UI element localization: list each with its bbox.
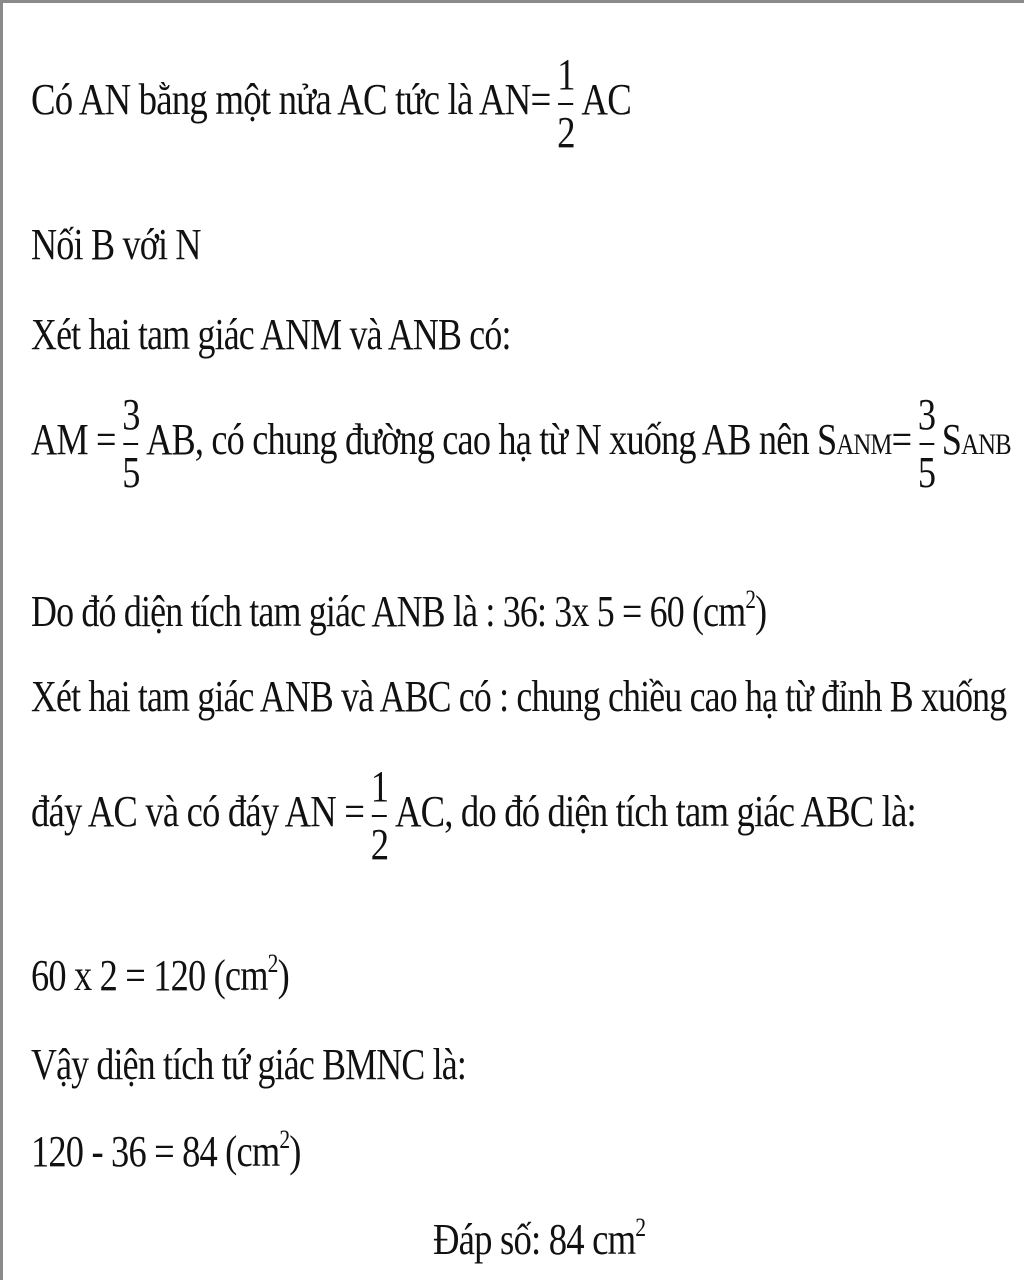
line-text: Có AN bằng một nửa AC tức là AN= xyxy=(31,75,551,125)
line-text: Do đó diện tích tam giác ANB là : 36: 3x 5 = 60 (cm xyxy=(31,587,746,636)
fraction-one-half xyxy=(369,762,390,869)
line-an-half-ac xyxy=(31,50,631,157)
fraction-numerator: 1 xyxy=(370,762,389,811)
line-text: Xét hai tam giác ANM và ANB có: xyxy=(31,310,511,359)
line-text: AM = xyxy=(31,415,116,465)
fraction-bar xyxy=(372,815,387,817)
fraction-numerator: 3 xyxy=(917,390,936,439)
equals-sign: = xyxy=(891,415,912,465)
line-text: đáy AC và có đáy AN = xyxy=(31,787,365,837)
fraction-denominator: 5 xyxy=(122,448,140,497)
line-am-three-fifths-ab xyxy=(31,390,1011,497)
line-text: ) xyxy=(277,951,289,1000)
line-text: ) xyxy=(755,587,767,636)
line-text: AC, do đó diện tích tam giác ABC là: xyxy=(394,787,916,837)
superscript-two: 2 xyxy=(745,585,756,614)
line-text: AC xyxy=(581,75,631,125)
fraction-denominator: 2 xyxy=(557,108,575,157)
fraction-bar xyxy=(123,443,138,445)
fraction-three-fifths xyxy=(916,390,937,497)
line-base-an-half-ac xyxy=(31,762,916,869)
area-symbol: S xyxy=(941,415,962,465)
subscript-anb: ANB xyxy=(961,428,1011,462)
fraction-numerator: 1 xyxy=(557,50,575,99)
line-area-bmnc-calc xyxy=(31,1127,301,1174)
fraction-one-half xyxy=(555,50,576,157)
line-text: AB, có chung đường cao hạ từ N xuống AB nên S xyxy=(146,415,837,465)
subscript-anm: ANM xyxy=(836,428,892,462)
line-consider-anm-anb xyxy=(31,310,511,359)
answer-line xyxy=(433,1215,645,1262)
line-text: Vậy diện tích tứ giác BMNC là: xyxy=(31,1040,466,1089)
superscript-two: 2 xyxy=(279,1125,290,1154)
answer-text: Đáp số: 84 cm xyxy=(433,1215,636,1264)
fraction-bar xyxy=(919,443,934,445)
line-area-abc xyxy=(31,951,289,998)
superscript-two: 2 xyxy=(267,949,278,978)
superscript-two: 2 xyxy=(635,1213,646,1242)
line-area-anb xyxy=(31,587,766,634)
fraction-numerator: 3 xyxy=(122,390,140,439)
line-text: 120 - 36 = 84 (cm xyxy=(31,1127,280,1176)
line-text: 60 x 2 = 120 (cm xyxy=(31,951,268,1000)
fraction-bar xyxy=(558,103,573,105)
line-consider-anb-abc xyxy=(31,672,1007,721)
fraction-three-fifths xyxy=(121,390,142,497)
line-connect-b-n xyxy=(31,220,201,269)
fraction-denominator: 5 xyxy=(917,448,936,497)
line-text: ) xyxy=(289,1127,301,1176)
line-text: Nối B với N xyxy=(31,220,201,269)
line-area-bmnc-heading xyxy=(31,1040,466,1089)
fraction-denominator: 2 xyxy=(370,820,389,869)
line-text: Xét hai tam giác ANB và ABC có : chung chiều cao hạ từ đỉnh B xuống xyxy=(31,672,1007,721)
